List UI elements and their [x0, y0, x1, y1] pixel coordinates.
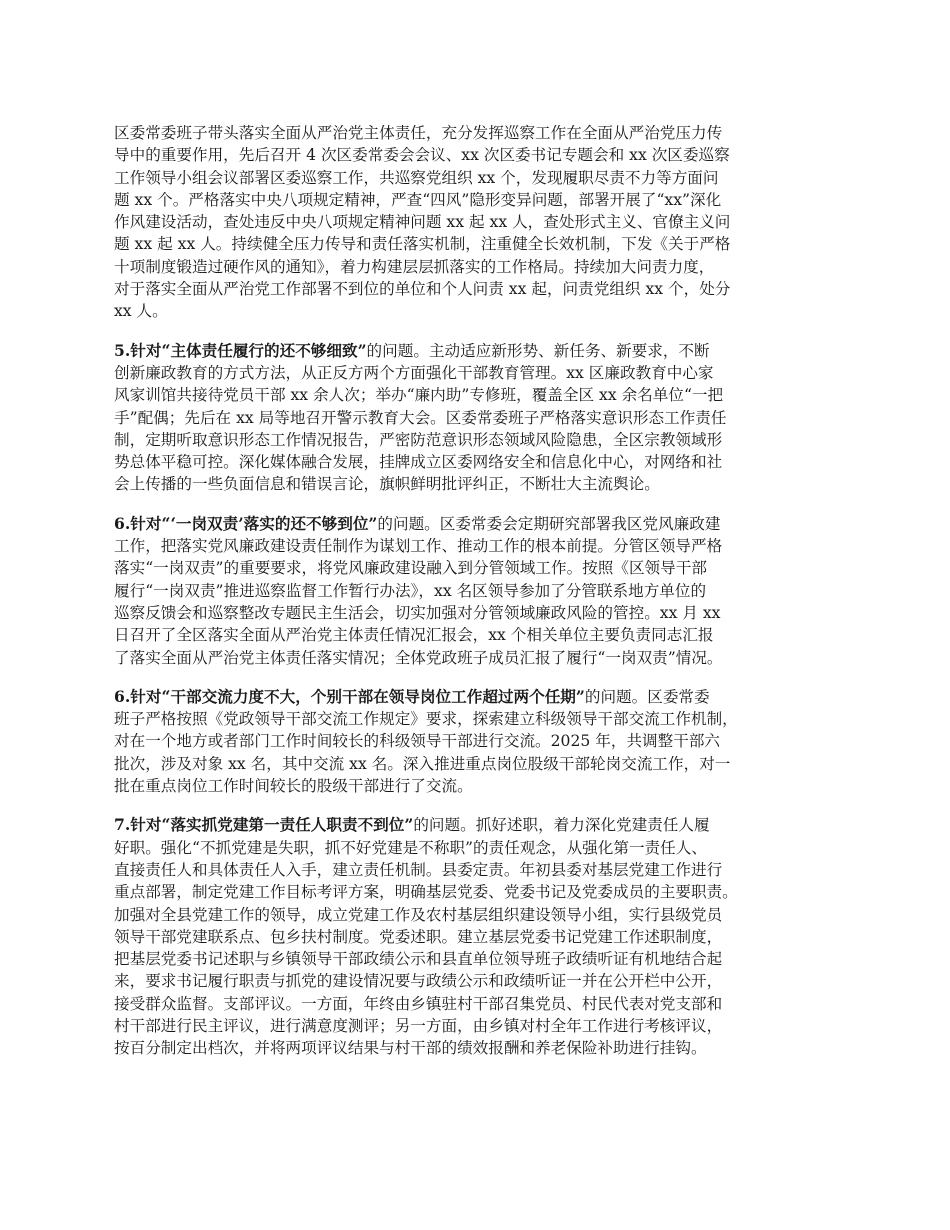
text-run: 的问题。区委常委会定期研究部署我区党风廉政建	[377, 514, 721, 533]
text-line: 来，要求书记履行职责与抓党的建设情况要与政绩公示和政绩听证一并在公开栏中公开，	[114, 972, 723, 991]
text-line	[114, 340, 862, 362]
item-number: 6.	[114, 686, 131, 706]
item-heading: 针对“‘一岗双责’落实的还不够到位”	[130, 513, 378, 533]
text-line: 领导干部党建联系点、包乡扶村制度。党委述职。建立基层党委书记党建工作述职制度，	[114, 927, 723, 946]
text-line: 把基层党委书记述职与乡镇领导干部政绩公示和县直单位领导班子政绩听证有机地结合起	[114, 950, 723, 969]
text-line: 对于落实全面从严治党工作部署不到位的单位和个人问责 xx 起，问责党组织 xx 个，处分	[114, 280, 731, 299]
item-heading: 针对“干部交流力度不大，个别干部在领导岗位工作超过两个任期”	[130, 686, 585, 706]
text-line: 工作领导小组会议部署区委巡察工作，共巡察党组织 xx 个，发现履职尽责不力等方面问	[114, 168, 719, 187]
text-line: 制，定期听取意识形态工作情况报告，严密防范意识形态领域风险隐患，全区宗教领域形	[114, 430, 723, 449]
text-line: 对在一个地方或者部门工作时间较长的科级领导干部进行交流。2025 年，共调整干部六	[114, 732, 721, 751]
text-line: 批在重点岗位工作时间较长的股级干部进行了交流。	[114, 777, 473, 796]
text-line: 题 xx 个。严格落实中央八项规定精神，严查“四风”隐形变异问题，部署开展了“xx”深化	[114, 190, 722, 209]
text-line: 作风建设活动，查处违反中央八项规定精神问题 xx 起 xx 人，查处形式主义、官僚主义问	[114, 213, 731, 232]
text-line: 直接责任人和具体责任人入手，建立责任机制。县委定责。年初县委对基层党建工作进行	[114, 860, 723, 879]
text-line: 区委常委班子带头落实全面从严治党主体责任，充分发挥巡察工作在全面从严治党压力传	[114, 124, 723, 142]
text-run: 的问题。区委常委	[584, 687, 710, 706]
item-heading: 针对“落实抓党建第一责任人职责不到位”	[130, 815, 414, 835]
text-run: 的问题。抓好述职，着力深化党建责任人履	[413, 816, 710, 835]
text-line: 重点部署，制定党建工作目标考评方案，明确基层党委、党委书记及党委成员的主要职责。	[114, 883, 738, 902]
text-line: 会上传播的一些负面信息和错误言论，旗帜鲜明批评纠正，不断壮大主流舆论。	[114, 475, 660, 494]
document-body	[114, 122, 862, 1077]
text-line: 势总体平稳可控。深化媒体融合发展，挂牌成立区委网络安全和信息化中心，对网络和社	[114, 453, 723, 472]
text-line: 风家训馆共接待党员干部 xx 余人次；举办“廉内助”专修班，覆盖全区 xx 余名单位“一把	[114, 386, 724, 405]
text-line: 日召开了全区落实全面从严治党主体责任情况汇报会，xx 个相关单位主要负责同志汇报	[114, 626, 714, 645]
text-line: 村干部进行民主评议，进行满意度测评；另一方面，由乡镇对村全年工作进行考核评议，	[114, 1016, 723, 1035]
text-line: 班子严格按照《党政领导干部交流工作规定》要求，探索建立科级领导干部交流工作机制，	[114, 710, 738, 729]
text-line: 批次，涉及对象 xx 名，其中交流 xx 名。深入推进重点岗位股级干部轮岗交流工作，对一	[114, 754, 731, 773]
text-line: 巡察反馈会和巡察整改专题民主生活会，切实加强对分管领域廉政风险的管控。xx 月 xx	[114, 603, 721, 622]
item-number: 5.	[114, 340, 131, 360]
text-line	[114, 513, 862, 535]
paragraph-intro	[114, 122, 862, 323]
paragraph-item-6b	[114, 686, 862, 797]
text-line: 接受群众监督。支部评议。一方面，年终由乡镇驻村干部召集党员、村民代表对党支部和	[114, 994, 723, 1013]
text-line: 手”配偶；先后在 xx 局等地召开警示教育大会。区委常委班子严格落实意识形态工作责任	[114, 408, 727, 427]
text-line: 落实“一岗双责”的重要要求，将党风廉政建设融入到分管领域工作。按照《区领导干部	[114, 559, 707, 578]
item-number: 6.	[114, 513, 131, 533]
text-line: 十项制度锻造过硬作风的通知》，着力构建层层抓落实的工作格局。持续加大问责力度，	[114, 257, 715, 276]
text-line	[114, 686, 862, 708]
paragraph-item-7	[114, 814, 862, 1059]
paragraph-item-5	[114, 340, 862, 496]
text-line: 了落实全面从严治党主体责任落实情况；全体党政班子成员汇报了履行“一岗双责”情况。	[114, 648, 723, 667]
text-line: 履行“一岗双责”推进巡察监督工作暂行办法》，xx 名区领导参加了分管联系地方单位的	[114, 581, 707, 600]
text-line: 工作，把落实党风廉政建设责任制作为谋划工作、推动工作的根本前提。分管区领导严格	[114, 537, 723, 556]
text-line: 创新廉政教育的方式方法，从正反方两个方面强化干部教育管理。xx 区廉政教育中心家	[114, 363, 714, 382]
text-line: 按百分制定出档次，并将两项评议结果与村干部的绩效报酬和养老保险补助进行挂钩。	[114, 1039, 707, 1058]
text-line	[114, 814, 862, 836]
text-line: 加强对全县党建工作的领导，成立党建工作及农村基层组织建设领导小组，实行县级党员	[114, 905, 723, 924]
item-number: 7.	[114, 815, 131, 835]
text-line: 导中的重要作用，先后召开 4 次区委常委会会议、xx 次区委书记专题会和 xx 次区委巡察	[114, 146, 730, 165]
item-heading: 针对“主体责任履行的还不够细致”	[130, 340, 367, 360]
text-line: 题 xx 起 xx 人。持续健全压力传导和责任落实机制，注重健全长效机制，下发《关于严格	[114, 235, 731, 254]
text-line: xx 人。	[114, 302, 168, 321]
text-line: 好职。强化“不抓党建是失职，抓不好党建是不称职”的责任观念，从强化第一责任人、	[114, 838, 707, 857]
text-run: 的问题。主动适应新形势、新任务、新要求，不断	[366, 341, 710, 360]
paragraph-item-6a	[114, 513, 862, 669]
